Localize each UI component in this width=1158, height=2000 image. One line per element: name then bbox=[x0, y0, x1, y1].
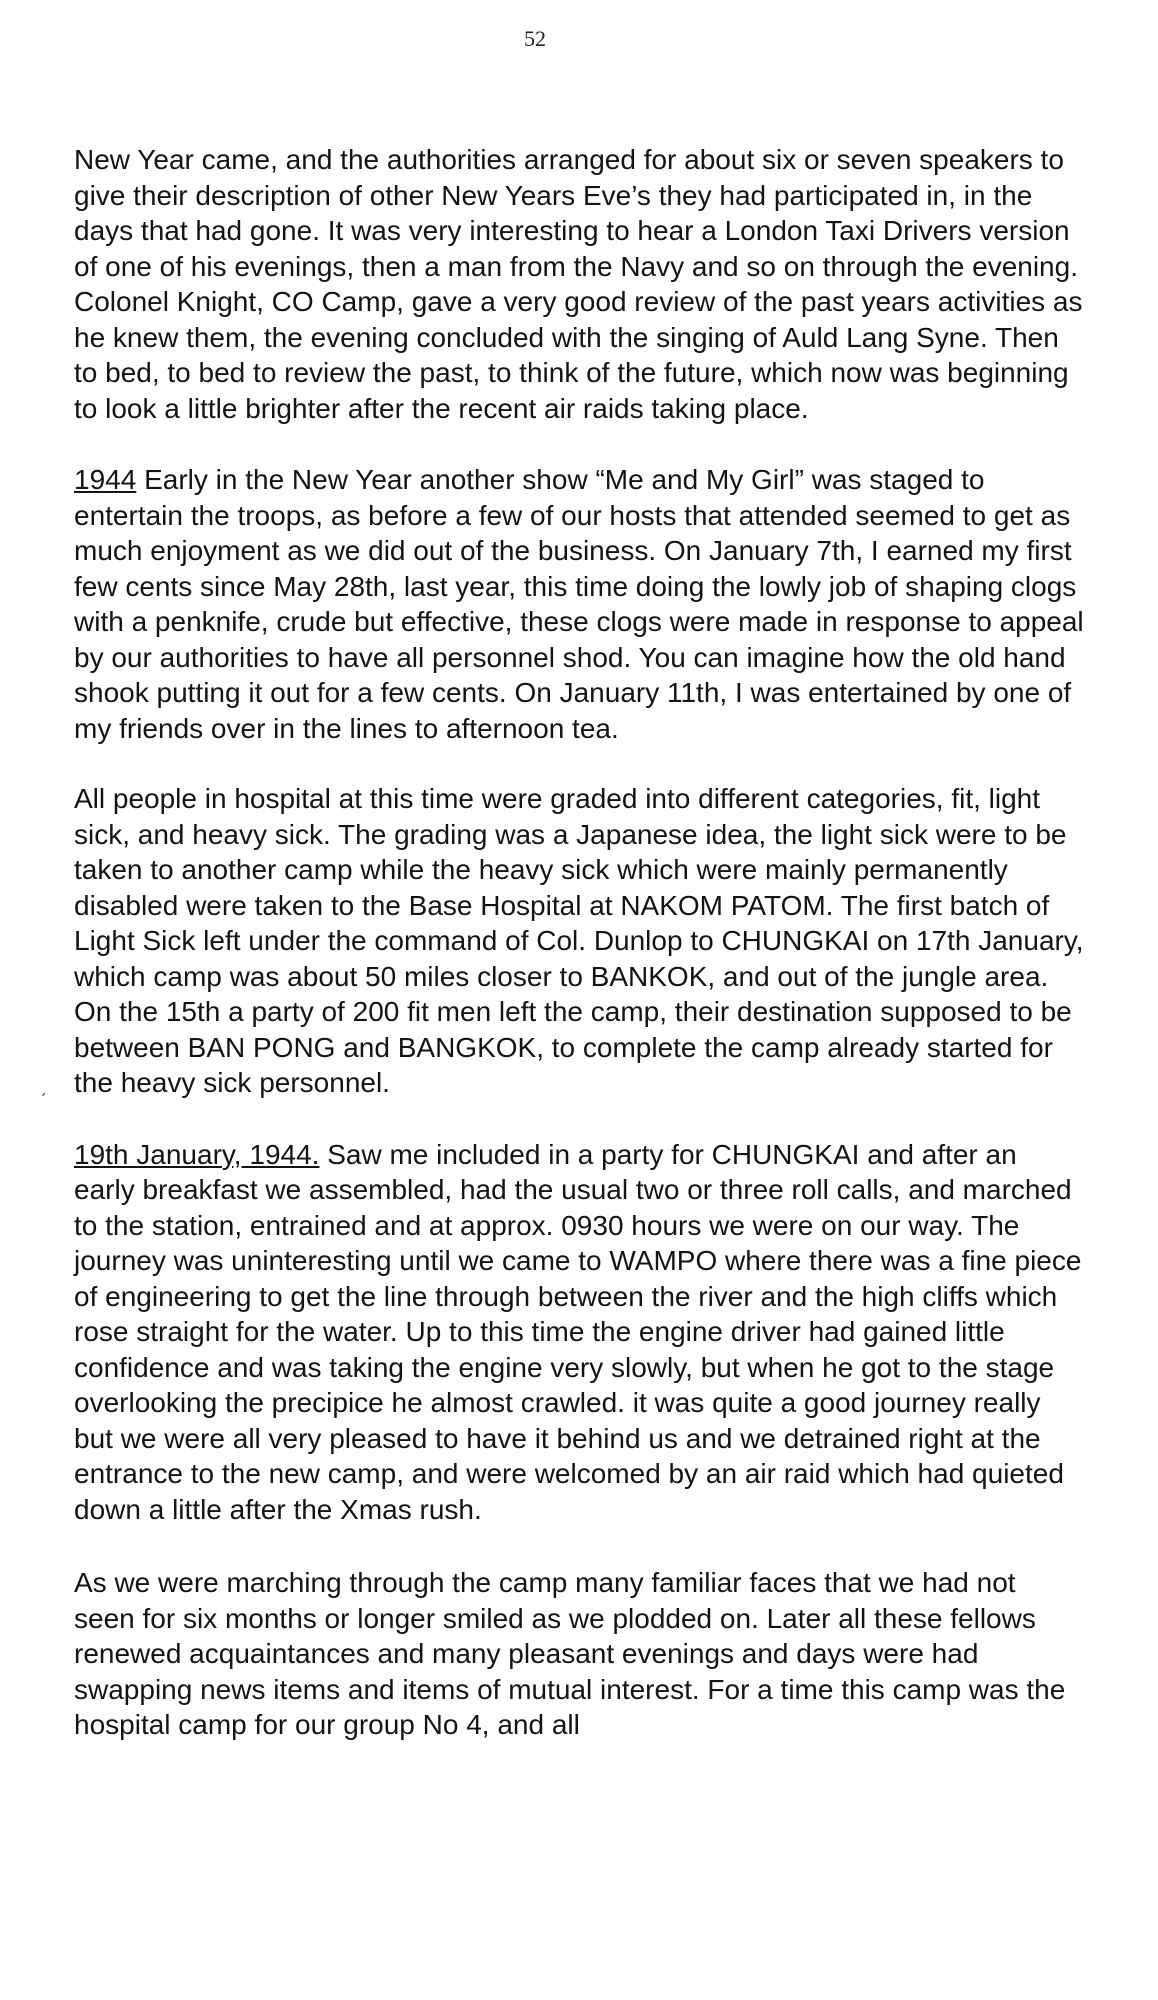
paragraph-text: All people in hospital at this time were graded into different categories, fit, light sick, and heavy sick. The grading was a Japanese idea, the light sick were to be taken to another camp while the heavy sick which were mainly permanently disabled were taken to the Base Hospital at NAKOM PATOM. The first batch of Light Sick left under the command of Col. Dunlop to CHUNGKAI on 17th January, which camp was about 50 miles closer to BANKOK, and out of the jungle area. On the 15th a party of 200 fit men left the camp, their destination supposed to be between BAN PONG and BANGKOK, to complete the camp already started for the heavy sick personnel. bbox=[74, 783, 1084, 1098]
paragraph-text: Saw me included in a party for CHUNGKAI and after an early breakfast we assembled, had the usual two or three roll calls, and marched to the station, entrained and at approx. 0930 hours we were on our way. The journey was uninteresting until we came to WAMPO where there was a fine piece of engineering to get the line through between the river and the high cliffs which rose straight for the water. Up to this time the engine driver had gained little confidence and was taking the engine very slowly, but when he got to the stage overlooking the precipice he almost crawled. it was quite a good journey really but we were all very pleased to have it behind us and we detrained right at the entrance to the new camp, and were welcomed by an air raid which had quieted down a little after the Xmas rush. bbox=[74, 1138, 1082, 1525]
paragraph-text: Early in the New Year another show “Me and My Girl” was staged to entertain the troops, as before a few of our hosts that attended seemed to get as much enjoyment as we did out of the business. On January 7th, I earned my first few cents since May 28th, last year, this time doing the lowly job of shaping clogs with a penknife, crude but effective, these clogs were made in response to appeal by our authorities to have all personnel shod. You can imagine how the old hand shook putting it out for a few cents. On January 11th, I was entertained by one of my friends over in the lines to afternoon tea. bbox=[74, 464, 1084, 744]
page-number: 52 bbox=[524, 26, 546, 51]
document-body bbox=[74, 142, 1084, 1778]
paragraph-text: New Year came, and the authorities arranged for about six or seven speakers to give their description of other New Years Eve’s they had participated in, in the days that had gone. It was very interesting to hear a London Taxi Drivers version of one of his evenings, then a man from the Navy and so on through the evening. Colonel Knight, CO Camp, gave a very good review of the past years activities as he knew them, the evening concluded with the singing of Auld Lang Syne. Then to bed, to bed to review the past, to think of the future, which now was beginning to look a little brighter after the recent air raids taking place. bbox=[74, 144, 1083, 424]
paragraph-text: As we were marching through the camp many familiar faces that we had not seen for six months or longer smiled as we plodded on. Later all these fellows renewed acquaintances and many pleasant evenings and days were had swapping news items and items of mutual interest. For a time this camp was the hospital camp for our group No 4, and all bbox=[74, 1567, 1066, 1740]
paragraph-lead-date: 1944 bbox=[74, 464, 137, 495]
paragraph-lead-date: 19th January, 1944. bbox=[74, 1138, 320, 1170]
paragraph-19th-january bbox=[74, 1137, 1084, 1528]
paragraph-new-year bbox=[74, 142, 1084, 426]
paragraph-hospital-grading bbox=[74, 781, 1084, 1101]
paragraph-1944 bbox=[74, 462, 1084, 746]
margin-pen-mark: ˏ bbox=[40, 1075, 47, 1097]
paragraph-marching-through-camp bbox=[74, 1565, 1084, 1743]
